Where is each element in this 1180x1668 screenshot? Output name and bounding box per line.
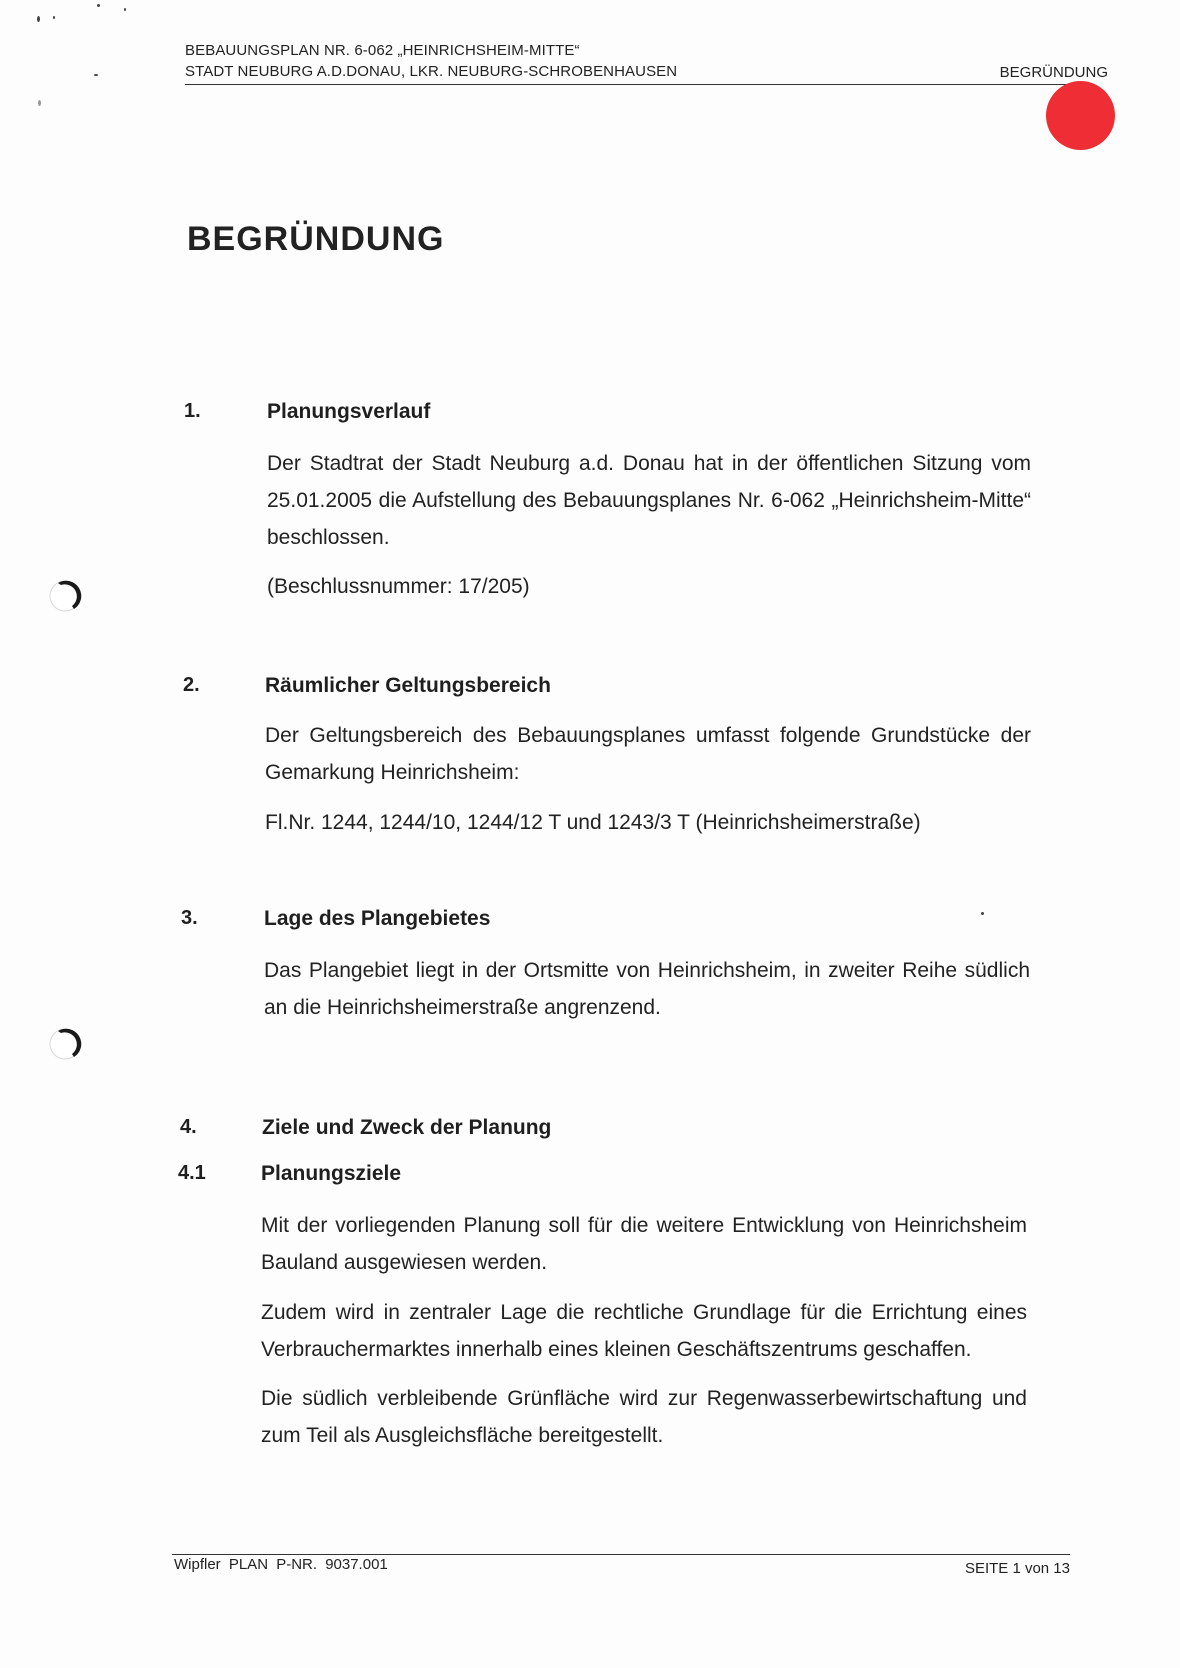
section-3-paragraph: Das Plangebiet liegt in der Ortsmitte von Heinrichsheim, in zweiter Reihe südlich an die Heinrichsheimerstraße angrenzend. [264,959,1030,1019]
section-4-1-paragraph-2: Zudem wird in zentraler Lage die rechtliche Grundlage für die Errichtung eines Verbrauchermarktes innerhalb eines kleinen Geschäftszentrums geschaffen. [261,1301,1027,1361]
punch-hole-icon [48,577,82,615]
section-4-1-paragraph-1: Mit der vorliegenden Planung soll für die weitere Entwicklung von Heinrichsheim Bauland ausgewiesen werden. [261,1214,1027,1274]
scan-speck [97,4,100,7]
header-section-label: BEGRÜNDUNG [999,64,1108,81]
footer-project-number: Wipfler PLAN P-NR. 9037.001 [174,1556,388,1573]
scan-speck [124,8,126,11]
scan-speck [38,100,41,106]
header-rule [185,84,1090,85]
section-4-number: 4. [180,1116,197,1138]
section-3-title: Lage des Plangebietes [264,907,491,930]
page-title: BEGRÜNDUNG [187,220,445,258]
header-municipality: STADT NEUBURG A.D.DONAU, LKR. NEUBURG-SCHROBENHAUSEN [185,63,678,80]
section-2-number: 2. [183,674,200,696]
scan-speck [94,74,98,76]
footer-page-number: SEITE 1 von 13 [964,1560,1070,1577]
section-2-parcels: Fl.Nr. 1244, 1244/10, 1244/12 T und 1243/3 T (Heinrichsheimerstraße) [265,811,921,834]
section-4-1-number: 4.1 [178,1162,206,1184]
scan-speck [37,16,40,22]
section-4-1-paragraph-3: Die südlich verbleibende Grünfläche wird zur Regenwasserbewirtschaftung und zum Teil als Ausgleichsfläche bereitgestellt. [261,1387,1027,1447]
section-2-title: Räumlicher Geltungsbereich [265,674,551,697]
section-3-number: 3. [181,907,198,929]
footer-rule [172,1554,1070,1555]
scan-speck [981,912,984,915]
punch-hole-icon [48,1025,82,1063]
scan-speck [53,16,55,19]
section-4-1-title: Planungsziele [261,1162,402,1185]
section-1-title: Planungsverlauf [267,400,431,423]
red-marker-dot [1046,81,1115,150]
section-1-number: 1. [184,400,201,422]
header-plan-title: BEBAUUNGSPLAN NR. 6-062 „HEINRICHSHEIM-MITTE“ [185,42,580,59]
section-4-title: Ziele und Zweck der Planung [262,1116,552,1139]
section-2-paragraph: Der Geltungsbereich des Bebauungsplanes umfasst folgende Grundstücke der Gemarkung Heinrichsheim: [265,724,1031,784]
section-1-resolution-number: (Beschlussnummer: 17/205) [267,575,530,598]
section-1-paragraph: Der Stadtrat der Stadt Neuburg a.d. Donau hat in der öffentlichen Sitzung vom 25.01.2005 die Aufstellung des Bebauungsplanes Nr. 6-062 „Heinrichsheim-Mitte“ beschlossen. [267,452,1031,549]
